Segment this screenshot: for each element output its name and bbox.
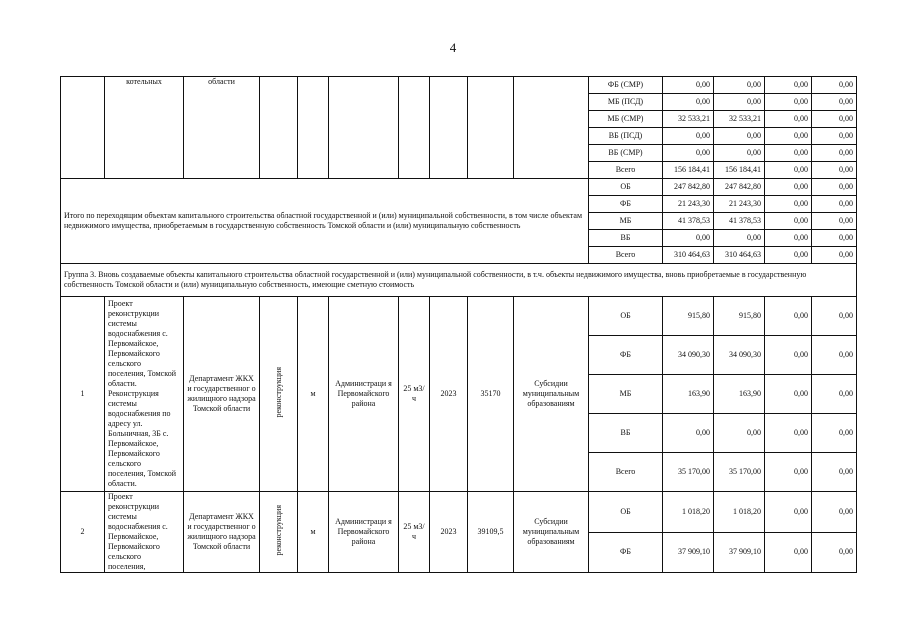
cell-unit bbox=[298, 77, 329, 179]
cell-num: 2 bbox=[61, 492, 105, 573]
cell-capacity: 25 м3/ч bbox=[399, 492, 430, 573]
value-cell: 0,00 bbox=[765, 196, 812, 213]
value-cell: 0,00 bbox=[812, 297, 857, 336]
value-cell: 0,00 bbox=[663, 128, 714, 145]
value-cell: 310 464,63 bbox=[714, 247, 765, 264]
group-heading: Группа 3. Вновь создаваемые объекты капитального строительства областной государственной и (или) муниципальной собственности, в т.ч. объекты недвижимого имущества, вновь приобретаемые в государственную собственность Томской области и (или) муниципальную собственность, имеющие сметную стоимость bbox=[61, 264, 857, 297]
value-cell: 0,00 bbox=[765, 230, 812, 247]
value-cell: 310 464,63 bbox=[663, 247, 714, 264]
cell-cost bbox=[468, 77, 514, 179]
value-cell: 0,00 bbox=[812, 128, 857, 145]
fund-label: МБ bbox=[589, 213, 663, 230]
value-cell: 0,00 bbox=[765, 179, 812, 196]
value-cell: 0,00 bbox=[765, 162, 812, 179]
value-cell: 0,00 bbox=[812, 94, 857, 111]
fund-label: ФБ bbox=[589, 196, 663, 213]
value-cell: 0,00 bbox=[812, 213, 857, 230]
value-cell: 0,00 bbox=[812, 145, 857, 162]
value-cell: 0,00 bbox=[812, 532, 857, 573]
budget-table bbox=[60, 76, 857, 573]
value-cell: 163,90 bbox=[714, 375, 765, 414]
fund-label: ФБ (СМР) bbox=[589, 77, 663, 94]
cell-unit: м bbox=[298, 297, 329, 492]
value-cell: 34 090,30 bbox=[663, 336, 714, 375]
cell-type-text: реконструкция bbox=[273, 505, 283, 556]
value-cell: 0,00 bbox=[714, 145, 765, 162]
cell-year: 2023 bbox=[430, 492, 468, 573]
value-cell: 156 184,41 bbox=[714, 162, 765, 179]
value-cell: 0,00 bbox=[663, 230, 714, 247]
fund-label: ОБ bbox=[589, 179, 663, 196]
value-cell: 41 378,53 bbox=[714, 213, 765, 230]
value-cell: 37 909,10 bbox=[714, 532, 765, 573]
cell-cost: 35170 bbox=[468, 297, 514, 492]
value-cell: 0,00 bbox=[812, 336, 857, 375]
value-cell: 21 243,30 bbox=[714, 196, 765, 213]
value-cell: 0,00 bbox=[812, 77, 857, 94]
value-cell: 0,00 bbox=[765, 375, 812, 414]
value-cell: 1 018,20 bbox=[663, 492, 714, 533]
value-cell: 0,00 bbox=[812, 179, 857, 196]
value-cell: 915,80 bbox=[663, 297, 714, 336]
fund-label: ОБ bbox=[589, 492, 663, 533]
fund-label: ВБ bbox=[589, 230, 663, 247]
value-cell: 37 909,10 bbox=[663, 532, 714, 573]
value-cell: 35 170,00 bbox=[663, 453, 714, 492]
value-cell: 0,00 bbox=[812, 492, 857, 533]
value-cell: 0,00 bbox=[714, 230, 765, 247]
value-cell: 32 533,21 bbox=[714, 111, 765, 128]
table-row bbox=[61, 264, 857, 297]
value-cell: 0,00 bbox=[714, 77, 765, 94]
value-cell: 0,00 bbox=[765, 492, 812, 533]
cell-type bbox=[260, 297, 298, 492]
value-cell: 0,00 bbox=[663, 145, 714, 162]
value-cell: 0,00 bbox=[812, 111, 857, 128]
fund-label: МБ (ПСД) bbox=[589, 94, 663, 111]
value-cell: 0,00 bbox=[765, 145, 812, 162]
page-number: 4 bbox=[449, 40, 457, 55]
value-cell: 0,00 bbox=[812, 247, 857, 264]
value-cell: 0,00 bbox=[765, 297, 812, 336]
value-cell: 0,00 bbox=[812, 230, 857, 247]
table-row bbox=[61, 297, 857, 336]
cell-department: области bbox=[184, 77, 260, 179]
fund-label: ВБ bbox=[589, 414, 663, 453]
cell-object-name: котельных bbox=[105, 77, 184, 179]
table-row bbox=[61, 492, 857, 533]
cell-type bbox=[260, 492, 298, 573]
cell-customer: Администраци я Первомайского района bbox=[329, 492, 399, 573]
fund-label: МБ (СМР) bbox=[589, 111, 663, 128]
value-cell: 21 243,30 bbox=[663, 196, 714, 213]
value-cell: 0,00 bbox=[812, 162, 857, 179]
cell-object-name: Проект реконструкции системы водоснабжения с. Первомайское, Первомайского сельского поселения, Томской области. Реконструкция системы водоснабжения по адресу ул. Больничная, 3Б с. Первомайское, Первомайского сельского поселения, Томской области. bbox=[105, 297, 184, 492]
cell-type-text: реконструкция bbox=[273, 367, 283, 418]
cell-num bbox=[61, 77, 105, 179]
cell-object-name: Проект реконструкции системы водоснабжения с. Первомайское, Первомайского сельского поселения, bbox=[105, 492, 184, 573]
value-cell: 1 018,20 bbox=[714, 492, 765, 533]
cell-form: Субсидии муниципальным образованиям bbox=[514, 297, 589, 492]
value-cell: 0,00 bbox=[765, 336, 812, 375]
cell-department: Департамент ЖКХ и государственног о жилищного надзора Томской области bbox=[184, 297, 260, 492]
value-cell: 0,00 bbox=[765, 128, 812, 145]
value-cell: 247 842,80 bbox=[663, 179, 714, 196]
value-cell: 0,00 bbox=[765, 111, 812, 128]
totals-label: Итого по переходящим объектам капитального строительства областной государственной и (или) муниципальной собственности, в том числе объектам недвижимого имущества, приобретаемым в государственную собственность Томской области и (или) муниципальную собственность bbox=[61, 179, 589, 264]
value-cell: 0,00 bbox=[812, 196, 857, 213]
cell-form bbox=[514, 77, 589, 179]
value-cell: 0,00 bbox=[663, 94, 714, 111]
value-cell: 0,00 bbox=[714, 128, 765, 145]
value-cell: 32 533,21 bbox=[663, 111, 714, 128]
cell-unit: м bbox=[298, 492, 329, 573]
cell-num: 1 bbox=[61, 297, 105, 492]
value-cell: 41 378,53 bbox=[663, 213, 714, 230]
fund-label: Всего bbox=[589, 162, 663, 179]
value-cell: 163,90 bbox=[663, 375, 714, 414]
value-cell: 0,00 bbox=[812, 375, 857, 414]
value-cell: 34 090,30 bbox=[714, 336, 765, 375]
value-cell: 0,00 bbox=[714, 414, 765, 453]
fund-label: ВБ (СМР) bbox=[589, 145, 663, 162]
table-row bbox=[61, 179, 857, 196]
fund-label: МБ bbox=[589, 375, 663, 414]
cell-form: Субсидии муниципальным образованиям bbox=[514, 492, 589, 573]
cell-type bbox=[260, 77, 298, 179]
fund-label: ОБ bbox=[589, 297, 663, 336]
cell-capacity: 25 м3/ч bbox=[399, 297, 430, 492]
cell-department: Департамент ЖКХ и государственног о жилищного надзора Томской области bbox=[184, 492, 260, 573]
cell-cost: 39109,5 bbox=[468, 492, 514, 573]
fund-label: ВБ (ПСД) bbox=[589, 128, 663, 145]
fund-label: Всего bbox=[589, 247, 663, 264]
value-cell: 35 170,00 bbox=[714, 453, 765, 492]
value-cell: 0,00 bbox=[765, 414, 812, 453]
value-cell: 0,00 bbox=[765, 532, 812, 573]
value-cell: 915,80 bbox=[714, 297, 765, 336]
cell-year bbox=[430, 77, 468, 179]
value-cell: 0,00 bbox=[812, 453, 857, 492]
value-cell: 156 184,41 bbox=[663, 162, 714, 179]
value-cell: 0,00 bbox=[765, 94, 812, 111]
value-cell: 247 842,80 bbox=[714, 179, 765, 196]
value-cell: 0,00 bbox=[765, 213, 812, 230]
fund-label: ФБ bbox=[589, 336, 663, 375]
fund-label: Всего bbox=[589, 453, 663, 492]
cell-capacity bbox=[399, 77, 430, 179]
value-cell: 0,00 bbox=[663, 77, 714, 94]
value-cell: 0,00 bbox=[663, 414, 714, 453]
table-row bbox=[61, 77, 857, 94]
cell-customer: Администраци я Первомайского района bbox=[329, 297, 399, 492]
fund-label: ФБ bbox=[589, 532, 663, 573]
value-cell: 0,00 bbox=[765, 77, 812, 94]
cell-customer bbox=[329, 77, 399, 179]
value-cell: 0,00 bbox=[812, 414, 857, 453]
value-cell: 0,00 bbox=[765, 247, 812, 264]
cell-year: 2023 bbox=[430, 297, 468, 492]
value-cell: 0,00 bbox=[714, 94, 765, 111]
value-cell: 0,00 bbox=[765, 453, 812, 492]
